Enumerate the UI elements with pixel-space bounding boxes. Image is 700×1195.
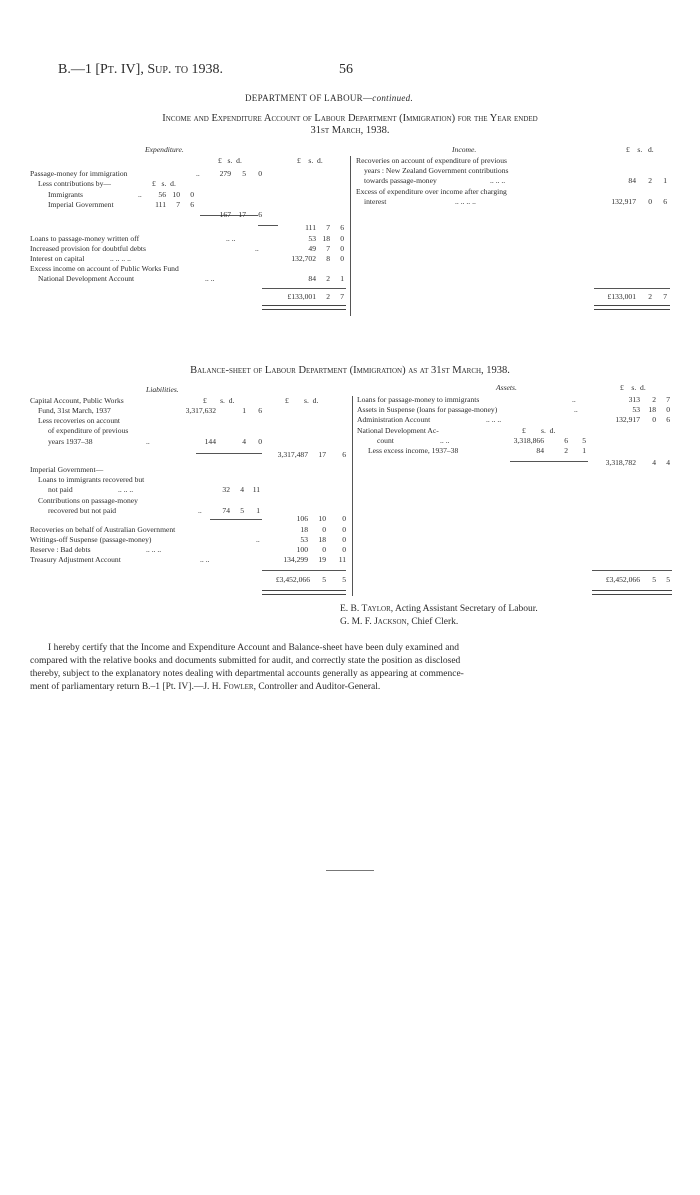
leader-dots: .. xyxy=(255,244,259,253)
currency-header: £ s. d. xyxy=(285,396,319,405)
asset-label: Assets in Suspense (loans for passage-money) xyxy=(357,405,498,414)
rule xyxy=(258,225,278,226)
certificate-line: thereby, subject to the explanatory notes dealing with departmental accounts generally as appearing at commence- xyxy=(30,669,464,679)
department-continued: continued. xyxy=(372,93,414,103)
amount: 0 xyxy=(340,244,344,253)
leader-dots: .. xyxy=(198,506,202,515)
amount: 132,917 xyxy=(615,415,640,424)
rule xyxy=(210,519,262,520)
amount: 5 xyxy=(322,575,326,584)
liability-label: years 1937–38 xyxy=(48,437,93,446)
amount: 56 xyxy=(158,190,166,199)
expenditure-label: Passage-money for immigration xyxy=(30,169,128,178)
liabilities-heading: Liabilities. xyxy=(146,385,179,394)
leader-dots: .. .. .. xyxy=(146,545,162,554)
liability-label: recovered but not paid xyxy=(48,506,117,515)
signature-line xyxy=(340,617,458,627)
amount: 0 xyxy=(342,535,346,544)
amount: 0 xyxy=(340,254,344,263)
liability-label: Capital Account, Public Works xyxy=(30,396,124,405)
amount: 18 xyxy=(300,525,308,534)
amount: 5 xyxy=(652,575,656,584)
amount: 5 xyxy=(666,575,670,584)
amount: 84 xyxy=(308,274,316,283)
amount: 19 xyxy=(318,555,326,564)
amount: 5 xyxy=(240,506,244,515)
currency-header: £ s. d. xyxy=(203,396,235,405)
liability-label: not paid xyxy=(48,485,73,494)
signatory-title: , Chief Clerk. xyxy=(406,617,459,627)
assets-total: £3,452,066 xyxy=(605,575,640,584)
amount: 0 xyxy=(342,545,346,554)
assets-heading: Assets. xyxy=(496,383,517,392)
asset-label: National Development Ac- xyxy=(357,426,439,435)
amount: 18 xyxy=(318,535,326,544)
amount: 3,317,632 xyxy=(185,406,216,415)
column-divider xyxy=(352,396,353,596)
expenditure-label: Increased provision for doubtful debts xyxy=(30,244,146,253)
amount: 3,318,866 xyxy=(513,436,544,445)
leader-dots: .. xyxy=(146,437,150,446)
income-label: years : New Zealand Government contributions xyxy=(364,166,509,175)
amount: 111 xyxy=(155,200,166,209)
double-rule xyxy=(594,305,670,310)
amount: 7 xyxy=(326,223,330,232)
amount: 3,317,487 xyxy=(277,450,308,459)
expenditure-label: Imperial Government xyxy=(48,200,114,209)
amount: 6 xyxy=(663,197,667,206)
amount: 1 xyxy=(242,406,246,415)
leader-dots: .. .. .. .. xyxy=(455,197,476,206)
column-divider xyxy=(350,156,351,316)
amount: 7 xyxy=(666,395,670,404)
amount: 32 xyxy=(222,485,230,494)
income-label: interest xyxy=(364,197,387,206)
amount: 8 xyxy=(326,254,330,263)
amount: 1 xyxy=(340,274,344,283)
amount: 53 xyxy=(300,535,308,544)
amount: 6 xyxy=(342,450,346,459)
leader-dots: .. xyxy=(574,405,578,414)
amount: 49 xyxy=(308,244,316,253)
amount: 2 xyxy=(326,292,330,301)
amount: 5 xyxy=(342,575,346,584)
balance-sheet-title: Balance-sheet of Labour Department (Immigration) as at 31st March, 1938. xyxy=(190,365,510,376)
expenditure-label: Excess income on account of Public Works Fund xyxy=(30,264,179,273)
rule xyxy=(592,570,672,571)
rule xyxy=(510,461,588,462)
amount: 74 xyxy=(222,506,230,515)
expenditure-label: Interest on capital xyxy=(30,254,85,263)
amount: 53 xyxy=(308,234,316,243)
amount: 3,318,782 xyxy=(605,458,636,467)
amount: 2 xyxy=(326,274,330,283)
leader-dots: .. xyxy=(256,535,260,544)
currency-header: £ s. d. xyxy=(297,156,323,165)
document-reference: B.—1 [Pt. IV], Sup. to 1938. xyxy=(58,62,224,77)
amount: 5 xyxy=(582,436,586,445)
amount: 4 xyxy=(240,485,244,494)
income-label: Excess of expenditure over income after charging xyxy=(356,187,507,196)
amount: 111 xyxy=(305,223,316,232)
signatory-name: E. B. Taylor xyxy=(340,604,391,614)
liability-label: Recoveries on behalf of Australian Government xyxy=(30,525,176,534)
amount: 17 xyxy=(238,210,246,219)
currency-header: £ s. d. xyxy=(626,145,654,154)
amount: 18 xyxy=(322,234,330,243)
currency-header: £ s. d. xyxy=(620,383,646,392)
amount: 0 xyxy=(258,437,262,446)
certificate-line: ment of parliamentary return B.–1 [Pt. IV].—J. H. Fowler, Controller and Auditor-General. xyxy=(30,682,381,692)
expenditure-label: National Development Account xyxy=(38,274,135,283)
leader-dots: .. .. .. xyxy=(118,485,134,494)
amount: 6 xyxy=(190,200,194,209)
liabilities-total: £3,452,066 xyxy=(275,575,310,584)
amount: 134,299 xyxy=(283,555,308,564)
amount: 11 xyxy=(252,485,260,494)
income-label: Recoveries on account of expenditure of previous xyxy=(356,156,507,165)
leader-dots: .. .. .. xyxy=(490,176,506,185)
amount: 0 xyxy=(666,405,670,414)
income-account-title: Income and Expenditure Account of Labour Department (Immigration) for the Year ended xyxy=(162,113,538,124)
leader-dots: .. .. xyxy=(226,234,236,243)
signature-line xyxy=(340,604,538,614)
certificate-line: I hereby certify that the Income and Expenditure Account and Balance-sheet have been duly examined and xyxy=(48,643,460,653)
liability-label: Fund, 31st March, 1937 xyxy=(38,406,111,415)
closing-rule xyxy=(326,870,374,871)
amount: 0 xyxy=(652,415,656,424)
amount: 2 xyxy=(648,292,652,301)
amount: 0 xyxy=(258,169,262,178)
leader-dots: .. .. xyxy=(205,274,215,283)
page-number: 56 xyxy=(339,62,353,77)
income-heading: Income. xyxy=(452,145,477,154)
leader-dots: .. .. .. .. xyxy=(110,254,131,263)
liability-label: Reserve : Bad debts xyxy=(30,545,91,554)
amount: 10 xyxy=(172,190,180,199)
signatory-title: , Acting Assistant Secretary of Labour. xyxy=(390,604,538,614)
amount: 0 xyxy=(648,197,652,206)
liability-label: Treasury Adjustment Account xyxy=(30,555,121,564)
amount: 0 xyxy=(322,545,326,554)
amount: 1 xyxy=(582,446,586,455)
amount: 0 xyxy=(342,525,346,534)
liability-label: Less recoveries on account xyxy=(38,416,121,425)
amount: 7 xyxy=(176,200,180,209)
expenditure-label: Immigrants xyxy=(48,190,84,199)
leader-dots: .. .. xyxy=(200,555,210,564)
amount: 0 xyxy=(322,525,326,534)
double-rule xyxy=(262,590,346,595)
amount: 2 xyxy=(652,395,656,404)
currency-header: £ s. d. xyxy=(152,179,176,188)
amount: 0 xyxy=(342,514,346,523)
leader-dots: .. xyxy=(196,169,200,178)
signatory-name: G. M. F. Jackson xyxy=(340,617,407,627)
leader-dots: .. .. xyxy=(440,436,450,445)
liability-label: Contributions on passage-money xyxy=(38,496,138,505)
expenditure-label: Less contributions by— xyxy=(38,179,111,188)
amount: 6 xyxy=(666,415,670,424)
liability-label: Imperial Government— xyxy=(30,465,104,474)
leader-dots: .. xyxy=(572,395,576,404)
income-account-title-date: 31st March, 1938. xyxy=(310,125,390,136)
amount: 84 xyxy=(628,176,636,185)
expenditure-total: £133,001 xyxy=(287,292,316,301)
auditor-name: Fowler xyxy=(223,682,254,692)
liability-label: of expenditure of previous xyxy=(48,426,129,435)
amount: 17 xyxy=(318,450,326,459)
amount: 18 xyxy=(648,405,656,414)
amount: 10 xyxy=(318,514,326,523)
amount: 106 xyxy=(296,514,308,523)
expenditure-heading: Expenditure. xyxy=(145,145,184,154)
rule xyxy=(196,453,262,454)
income-total: £133,001 xyxy=(607,292,636,301)
certificate-line: compared with the relative books and documents submitted for audit, and correctly state the position as disclosed xyxy=(30,656,461,666)
amount: 7 xyxy=(326,244,330,253)
amount: 132,917 xyxy=(611,197,636,206)
asset-label: count xyxy=(377,436,394,445)
amount: 53 xyxy=(632,405,640,414)
asset-label: Less excess income, 1937–38 xyxy=(368,446,459,455)
department-heading xyxy=(245,93,413,103)
amount: 6 xyxy=(258,406,262,415)
amount: 5 xyxy=(242,169,246,178)
amount: 313 xyxy=(628,395,640,404)
rule xyxy=(594,288,670,289)
amount: 100 xyxy=(296,545,308,554)
amount: 167 xyxy=(219,210,231,219)
amount: 6 xyxy=(340,223,344,232)
amount: 84 xyxy=(536,446,544,455)
liability-label: Loans to immigrants recovered but xyxy=(38,475,145,484)
amount: 6 xyxy=(258,210,262,219)
amount: 0 xyxy=(190,190,194,199)
income-label: towards passage-money xyxy=(364,176,437,185)
amount: 2 xyxy=(648,176,652,185)
amount: 144 xyxy=(204,437,216,446)
amount: 7 xyxy=(663,292,667,301)
amount: 2 xyxy=(564,446,568,455)
amount: 0 xyxy=(340,234,344,243)
department-name: DEPARTMENT OF LABOUR— xyxy=(245,93,373,103)
leader-dots: .. xyxy=(138,190,142,199)
rule xyxy=(262,570,346,571)
amount: 4 xyxy=(242,437,246,446)
currency-header: £ s. d. xyxy=(218,156,242,165)
liability-label: Writings-off Suspense (passage-money) xyxy=(30,535,152,544)
amount: 7 xyxy=(340,292,344,301)
amount: 6 xyxy=(564,436,568,445)
double-rule xyxy=(262,305,346,310)
leader-dots: .. .. .. xyxy=(486,415,502,424)
double-rule xyxy=(592,590,672,595)
expenditure-label: Loans to passage-money written off xyxy=(30,234,140,243)
rule xyxy=(262,288,346,289)
asset-label: Administration Account xyxy=(357,415,431,424)
amount: 1 xyxy=(256,506,260,515)
amount: 132,702 xyxy=(291,254,316,263)
currency-header: £ s. d. xyxy=(522,426,556,435)
amount: 11 xyxy=(338,555,346,564)
amount: 4 xyxy=(652,458,656,467)
amount: 279 xyxy=(219,169,231,178)
amount: 4 xyxy=(666,458,670,467)
amount: 1 xyxy=(663,176,667,185)
asset-label: Loans for passage-money to immigrants xyxy=(357,395,480,404)
